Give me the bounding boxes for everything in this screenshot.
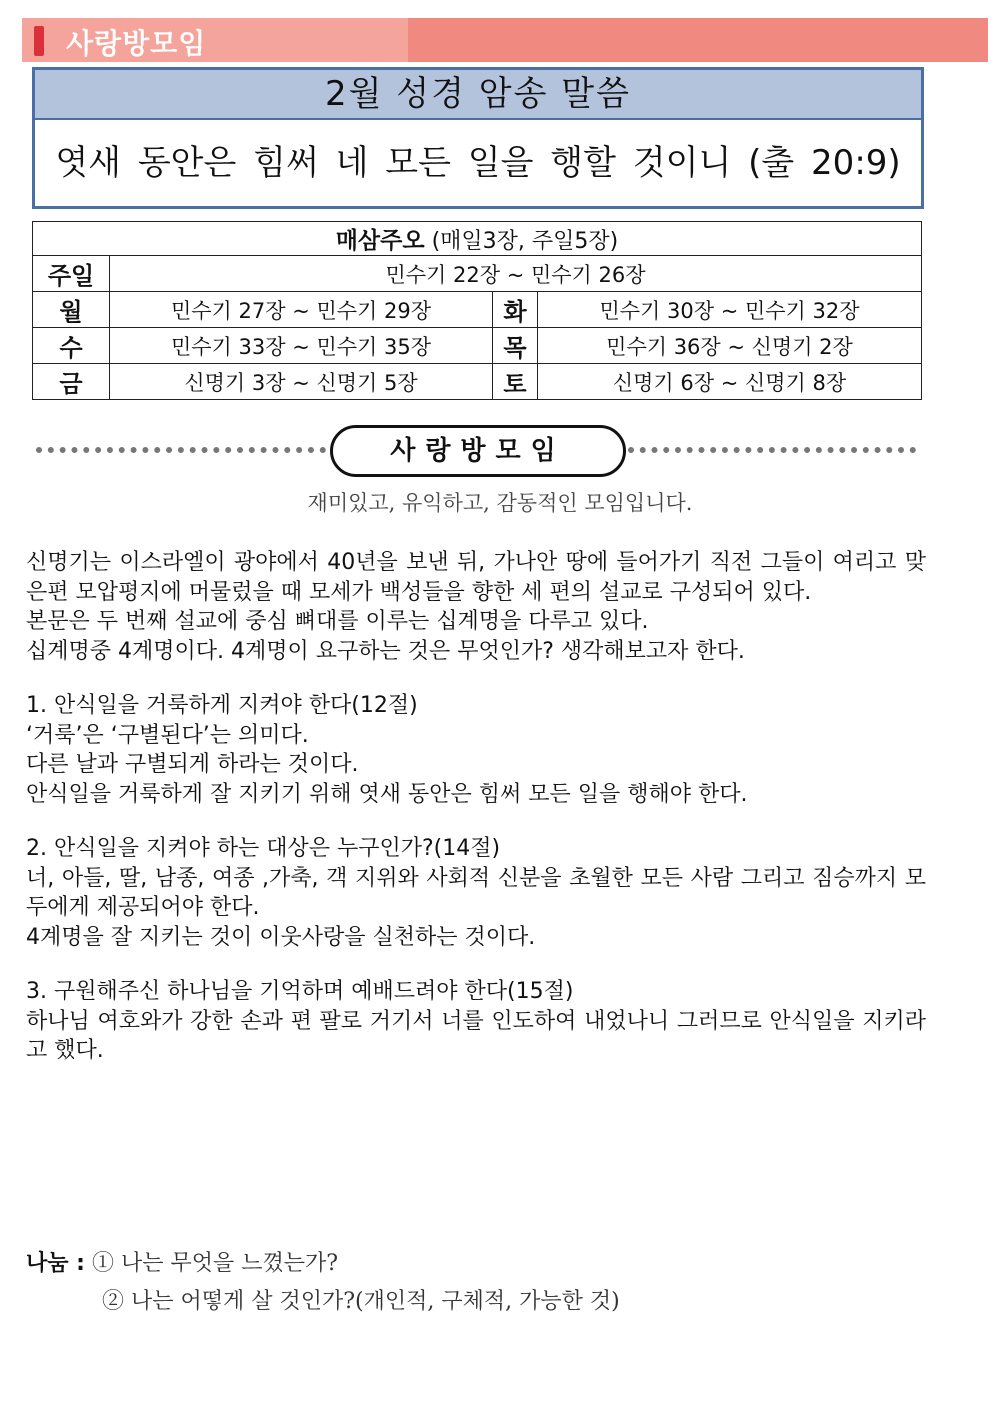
body-paragraph: 신명기는 이스라엘이 광야에서 40년을 보낸 뒤, 가나안 땅에 들어가기 직전 그들이 여리고 맞은편 모압평지에 머물렀을 때 모세가 백성들을 향한 세 편의 설교로 구성되어 있다. — [26, 550, 926, 605]
schedule-reading: 민수기 30장 ~ 민수기 32장 — [538, 292, 922, 328]
section-title: 사랑방모임 — [330, 425, 626, 477]
schedule-reading: 민수기 36장 ~ 신명기 2장 — [538, 328, 922, 364]
schedule-row — [33, 328, 922, 364]
dotted-line-right — [628, 447, 916, 459]
schedule-row — [33, 364, 922, 400]
sharing-questions — [26, 1245, 620, 1321]
schedule-reading: 민수기 27장 ~ 민수기 29장 — [110, 292, 493, 328]
body-paragraph: 십계명중 4계명이다. 4계명이 요구하는 것은 무엇인가? 생각해보고자 한다. — [26, 638, 745, 664]
header-title: 사랑방모임 — [66, 27, 207, 60]
schedule-day: 목 — [493, 328, 538, 364]
body-paragraph: 하나님 여호와가 강한 손과 편 팔로 거기서 너를 인도하여 내었나니 그러므로 안식일을 지키라고 했다. — [26, 1008, 926, 1063]
memory-verse-text: 엿새 동안은 힘써 네 모든 일을 행할 것이니 (출 20:9) — [55, 143, 901, 183]
body-paragraph: 안식일을 거룩하게 잘 지키기 위해 엿새 동안은 힘써 모든 일을 행해야 한다. — [26, 781, 748, 807]
sermon-body — [26, 548, 926, 1066]
sharing-question: ① 나는 무엇을 느꼈는가? — [91, 1251, 339, 1276]
header-banner — [22, 18, 988, 62]
schedule-reading: 민수기 22장 ~ 민수기 26장 — [110, 256, 922, 292]
schedule-header — [33, 222, 922, 256]
schedule-subtitle: (매일3장, 주일5장) — [431, 229, 619, 254]
schedule-row — [33, 292, 922, 328]
body-paragraph: ‘거룩’은 ‘구별된다’는 의미다. — [26, 722, 309, 748]
schedule-day: 수 — [33, 328, 110, 364]
schedule-row-sunday — [33, 256, 922, 292]
schedule-header-row — [33, 222, 922, 256]
schedule-day: 월 — [33, 292, 110, 328]
dotted-line-left — [36, 447, 326, 459]
schedule-day: 금 — [33, 364, 110, 400]
memory-verse-heading: 2월 성경 암송 말씀 — [35, 70, 921, 120]
schedule-day: 화 — [493, 292, 538, 328]
section-subtitle: 재미있고, 유익하고, 감동적인 모임입니다. — [307, 491, 693, 515]
sharing-label: 나눔 : — [26, 1251, 85, 1276]
schedule-reading: 민수기 33장 ~ 민수기 35장 — [110, 328, 493, 364]
point-heading: 1. 안식일을 거룩하게 지켜야 한다(12절) — [26, 693, 418, 718]
reading-schedule-table — [32, 221, 922, 400]
sharing-question: ② 나는 어떻게 살 것인가?(개인적, 구체적, 가능한 것) — [102, 1289, 620, 1314]
schedule-day: 토 — [493, 364, 538, 400]
body-paragraph: 4계명을 잘 지키는 것이 이웃사랑을 실천하는 것이다. — [26, 924, 536, 950]
body-paragraph: 다른 날과 구별되게 하라는 것이다. — [26, 752, 359, 777]
point-heading: 2. 안식일을 지켜야 하는 대상은 누구인가?(14절) — [26, 836, 501, 861]
schedule-reading: 신명기 3장 ~ 신명기 5장 — [110, 364, 493, 400]
schedule-day: 주일 — [33, 256, 110, 292]
body-paragraph: 너, 아들, 딸, 남종, 여종 ,가축, 객 지위와 사회적 신분을 초월한 모든 사람 그리고 짐승까지 모두에게 제공되어야 한다. — [26, 865, 926, 920]
schedule-title: 매삼주오 — [335, 228, 425, 254]
schedule-reading: 신명기 6장 ~ 신명기 8장 — [538, 364, 922, 400]
memory-verse-box — [32, 67, 924, 209]
section-divider — [36, 425, 916, 475]
header-accent-mark — [34, 26, 44, 56]
body-paragraph: 본문은 두 번째 설교에 중심 뼈대를 이루는 십계명을 다루고 있다. — [26, 609, 649, 634]
point-heading: 3. 구원해주신 하나님을 기억하며 예배드려야 한다(15절) — [26, 979, 574, 1004]
